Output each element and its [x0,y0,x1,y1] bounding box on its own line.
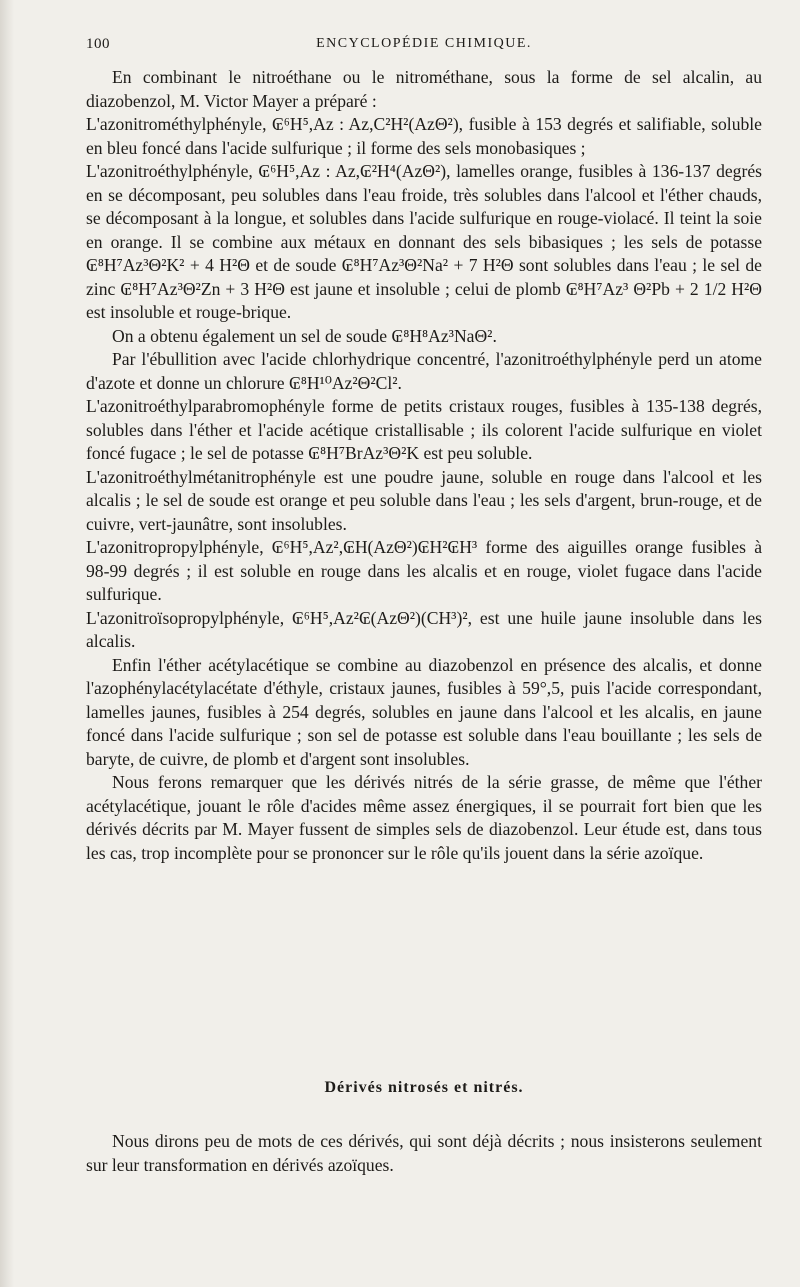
paragraph-sel-de-soude: On a obtenu également un sel de soude ₢⁸H⁸Az³NaΘ². [112,325,497,346]
paragraph-azonitropropylphenyle: L'azonitropropylphényle, ₢⁶H⁵,Az²,₢H(AzΘ²)₢H²₢H³ forme des aiguilles orange fusibles à 98-99 degrés ; il est soluble en rouge dans les alcalis et en rouge, violet fugace dans l'acide sulfurique. [86,537,762,604]
body-text [86,66,762,865]
paragraph-azonitromethylphenyle: L'azonitrométhylphényle, ₢⁶H⁵,Az : Az,C²H²(AzΘ²), fusible à 153 degrés et salifiable, soluble en bleu foncé dans l'acide sulfurique ; il forme des sels monobasiques ; [86,114,762,158]
paragraph-intro: En combinant le nitroéthane ou le nitrométhane, sous la forme de sel alcalin, au diazobenzol, M. Victor Mayer a préparé : [86,67,762,111]
paragraph-metanitrophenyle: L'azonitroéthylmétanitrophényle est une poudre jaune, soluble en rouge dans l'alcool et les alcalis ; le sel de soude est orange et peu soluble dans l'eau ; les sels d'argent, brun-rouge, et de cuivre, vert-jaunâtre, sont insolubles. [86,466,762,534]
page-gutter-shadow [0,0,14,1287]
paragraph-azonitroisopropylphenyle: L'azonitroïsopropylphényle, ₢⁶H⁵,Az²₢(AzΘ²)(CH³)², est une huile jaune insoluble dans les alcalis. [86,607,762,651]
paragraph-closing: Nous dirons peu de mots de ces dérivés, qui sont déjà décrits ; nous insisterons seulement sur leur transformation en dérivés azoïques. [86,1131,762,1175]
page-number: 100 [86,36,110,52]
paragraph-parabromophenyle: L'azonitroéthylparabromophényle forme de petits cristaux rouges, fusibles à 135-138 degrés, solubles dans l'éther et l'acide acétique cristallisable ; ils colorent l'acide sulfurique en violet foncé fugace ; le sel de potasse ₢⁸H⁷BrAz³Θ²K est peu soluble. [86,396,762,463]
section-title: Dérivés nitrosés et nitrés. [324,1079,524,1096]
closing-text [86,1130,762,1177]
paragraph-remarque: Nous ferons remarquer que les dérivés nitrés de la série grasse, de même que l'éther acétylacétique, jouant le rôle d'acides même assez énergiques, il se pourrait fort bien que les dérivés décrits par M. Mayer fussent de simples sels de diazobenzol. Leur étude est, dans tous les cas, trop incomplète pour se prononcer sur le rôle qu'ils jouent dans la série azoïque. [86,772,762,863]
paragraph-ebullition: Par l'ébullition avec l'acide chlorhydrique concentré, l'azonitroéthylphényle perd un atome d'azote et donne un chlorure ₢⁸H¹⁰Az²Θ²Cl². [86,349,762,393]
page-header [86,32,762,56]
running-head: ENCYCLOPÉDIE CHIMIQUE. [316,36,532,51]
paragraph-ether-acetylacetique: Enfin l'éther acétylacétique se combine au diazobenzol en présence des alcalis, et donne l'azophénylacétylacétate d'éthyle, cristaux jaunes, fusibles à 59°,5, puis l'acide correspondant, lamelles jaunes, fusibles à 254 degrés, solubles en jaune dans l'alcool et les alcalis, en jaune foncé dans l'acide sulfurique ; son sel de potasse est soluble dans l'eau bouillante ; les sels de baryte, de cuivre, de plomb et d'argent sont insolubles. [86,654,762,769]
paragraph-azonitroethylphenyle: L'azonitroéthylphényle, ₢⁶H⁵,Az : Az,₢²H⁴(AzΘ²), lamelles orange, fusibles à 136-137 degrés en se décomposant, peu solubles dans l'eau froide, très solubles dans l'alcool et l'éther chauds, se décomposant à la longue, et solubles dans l'acide sulfurique en rouge-violacé. Il teint la soie en orange. Il se combine aux métaux en donnant des sels bibasiques ; les sels de potasse ₢⁸H⁷Az³Θ²K² + 4 H²Θ et de soude ₢⁸H⁷Az³Θ²Na² + 7 H²Θ sont solubles dans l'eau ; le sel de zinc ₢⁸H⁷Az³Θ²Zn + 3 H²Θ est jaune et insoluble ; celui de plomb ₢⁸H⁷Az³ Θ²Pb + 2 1/2 H²Θ est insoluble et rouge-brique. [86,161,762,322]
